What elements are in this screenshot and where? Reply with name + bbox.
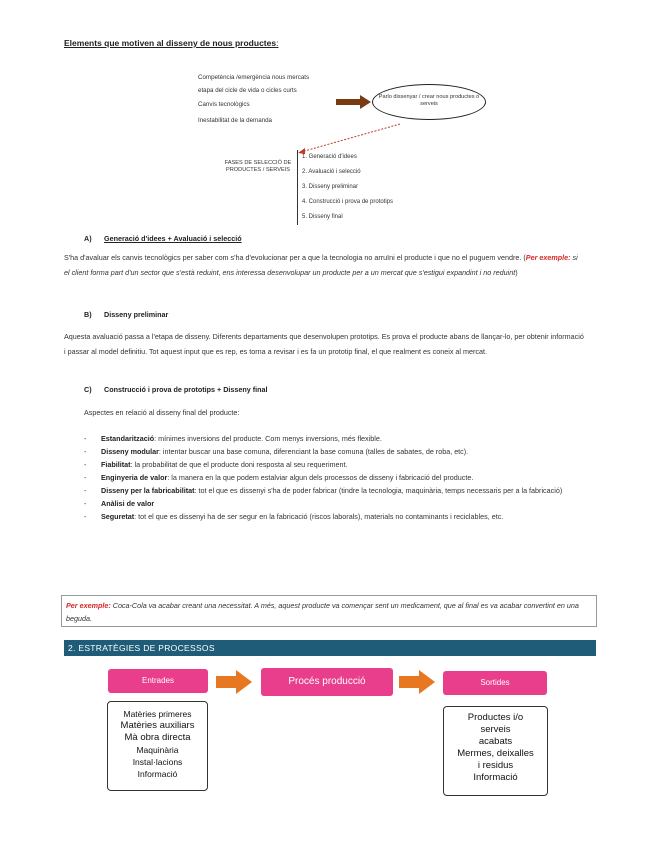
entrades-box: Entrades bbox=[108, 669, 208, 693]
section-banner: 2. ESTRATÈGIES DE PROCESSOS bbox=[64, 640, 596, 656]
input-item: Matèries primeres bbox=[123, 709, 192, 719]
inputs-box bbox=[107, 701, 208, 791]
list-item: - Fiabilitat: la probabilitat de que el producte doni resposta al seu requeriment. bbox=[84, 458, 589, 471]
output-item: Mermes, deixalles bbox=[457, 748, 534, 759]
list-item: - Enginyeria de valor: la manera en la que podem estalviar algun dels processos de disseny i fabricació del producte. bbox=[84, 471, 589, 484]
output-item: acabats bbox=[478, 736, 513, 747]
input-item: Mà obra directa bbox=[124, 732, 191, 743]
section-b-title: B) Disseny preliminar bbox=[84, 310, 169, 319]
list-item: - Disseny modular: intentar buscar una base comuna, diferenciant la base comuna (talles de sabates, de roba, etc). bbox=[84, 445, 589, 458]
step-item: 2. Avaluació i selecció bbox=[302, 169, 361, 175]
factor-item: etapa del cicle de vida o cicles curts bbox=[198, 87, 297, 94]
input-item: Informació bbox=[137, 769, 178, 779]
step-item: 1. Generació d'idees bbox=[302, 154, 357, 160]
step-item: 5. Disseny final bbox=[302, 214, 343, 220]
input-item: Matèries auxiliars bbox=[120, 720, 195, 731]
section-a-paragraph: S'ha d'avaluar els canvis tecnològics per saber com s'ha d'evolucionar per a que la tecnologia no arruïni el producte i que no el puguem vendre. (Per exemple: si el client forma part d'un sector que s'està reduint, ens interessa desenvolupar un producte per a un mercat que s'estigui expandint i no reduint) bbox=[64, 253, 578, 277]
output-item: i residus bbox=[477, 760, 514, 771]
output-item: Informació bbox=[473, 772, 518, 783]
dashed-arrow-line bbox=[301, 124, 400, 152]
brown-arrow bbox=[336, 95, 371, 109]
steps-list bbox=[297, 150, 393, 225]
input-item: Instal·lacions bbox=[132, 757, 183, 767]
factor-item: Canvis tecnològics bbox=[198, 101, 250, 108]
proces-box: Procés producció bbox=[261, 668, 393, 696]
step-item: 4. Construcció i prova de prototips bbox=[302, 199, 394, 205]
section-c-intro: Aspectes en relació al disseny final del producte: bbox=[84, 408, 240, 417]
list-item: - Estandarització: mínimes inversions del producte. Com menys inversions, més flexible. bbox=[84, 432, 589, 445]
output-item: serveis bbox=[480, 724, 511, 735]
page-heading: Elements que motiven al disseny de nous productes: bbox=[64, 38, 279, 48]
fases-label: FASES DE SELECCIÓ DE PRODUCTES / SERVEIS bbox=[224, 160, 292, 173]
arrow-icon bbox=[216, 670, 252, 694]
arrow-icon bbox=[399, 670, 435, 694]
example-box: Per exemple: Coca-Cola va acabar creant una necessitat. A més, aquest producte va començar sent un medicament, que al final es va acabar convertint en una beguda. bbox=[61, 595, 597, 627]
factor-item: Inestabilitat de la demanda bbox=[198, 117, 272, 124]
step-item: 3. Disseny preliminar bbox=[302, 184, 359, 190]
section-c-title: C) Construcció i prova de prototips + Disseny final bbox=[84, 385, 268, 394]
list-item: - Disseny per la fabricabilitat: tot el que es dissenyi s'ha de poder fabricar (tindre la tecnologia, maquinària, temps necessaris per a la fabricació) bbox=[84, 484, 589, 497]
sortides-box: Sortides bbox=[443, 671, 547, 695]
outputs-box bbox=[443, 706, 548, 796]
oval-text: Parlo dissenyar / crear nous productes o serveis bbox=[378, 94, 480, 107]
output-item: Productes i/o bbox=[467, 712, 524, 723]
input-item: Maquinària bbox=[136, 745, 179, 755]
aspects-list bbox=[84, 432, 589, 523]
list-item: - Seguretat: tot el que es dissenyi ha de ser segur en la fabricació (riscos laborals), materials no contaminants i reciclables, etc. bbox=[84, 510, 589, 523]
section-b-paragraph: Aquesta avaluació passa a l'etapa de disseny. Diferents departaments que desenvolupen prototips. Es prova el producte abans de llançar-lo, per obtenir informació i passar al model definitiu. Tot aquest input que es rep, es torna a revisar i es fa un prototip final, el que realment es coneix al mercat. bbox=[64, 332, 584, 356]
factor-item: Competència /emergència nous mercats bbox=[198, 74, 310, 81]
section-a-title: A) Generació d'idees + Avaluació i selecció bbox=[84, 234, 242, 243]
list-item: - Anàlisi de valor bbox=[84, 497, 589, 510]
